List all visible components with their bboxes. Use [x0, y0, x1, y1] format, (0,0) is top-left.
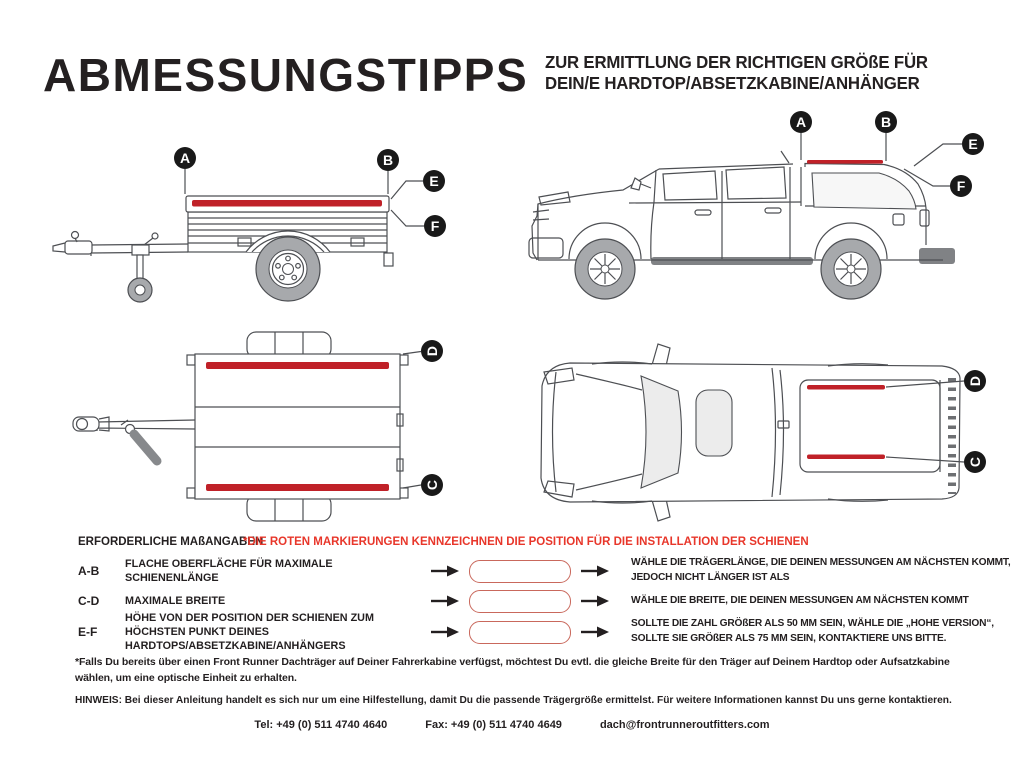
measurement-id: E-F — [78, 625, 98, 639]
svg-text:E: E — [968, 136, 978, 152]
rail-marking-trailer-side — [192, 200, 382, 207]
measurement-value-field-ef[interactable] — [469, 621, 571, 644]
arrow-right-icon — [431, 595, 459, 607]
width-match-footnote: *Falls Du bereits über einen Front Runner Dachträger auf Deiner Fahrerkabine verfügst, möchtest Du evtl. die gleiche Breite für den Träger auf Deinem Hardtop oder Aufsatzkabine wählen, um eine optische Einheit zu erhalten. — [75, 656, 950, 685]
marker-d-badge — [421, 340, 443, 362]
measurement-id: C-D — [78, 594, 100, 608]
arrow-right-icon — [431, 565, 459, 577]
required-measurements-heading: ERFORDERLICHE MAßANGABEN — [78, 536, 264, 548]
marker-d-badge — [964, 370, 986, 392]
svg-text:E: E — [429, 173, 439, 189]
arrow-right-icon — [431, 626, 459, 638]
svg-text:F: F — [430, 218, 440, 234]
marker-f-badge — [424, 215, 446, 237]
marker-c-badge — [964, 451, 986, 473]
svg-text:A: A — [179, 150, 191, 166]
contact-bar — [0, 719, 1024, 731]
arrow-right-icon — [581, 565, 609, 577]
subtitle-line-2: DEIN/E HARDTOP/ABSETZKABINE/ANHÄNGER — [545, 73, 920, 93]
svg-text:B: B — [880, 114, 892, 130]
arrow-right-icon — [581, 626, 609, 638]
marker-e-badge — [962, 133, 984, 155]
measurement-description: FLACHE OBERFLÄCHE FÜR MAXIMALE SCHIENENLÄNGE — [125, 557, 333, 584]
rail-marking-truck-top-c — [807, 455, 885, 460]
marker-f-badge — [950, 175, 972, 197]
rail-marking-trailer-top-d — [206, 362, 389, 369]
svg-text:D: D — [424, 345, 440, 357]
phone-number: Tel: +49 (0) 511 4740 4640 — [254, 719, 388, 731]
marker-c-badge — [421, 474, 443, 496]
trailer-side-view-drawing — [35, 122, 455, 317]
measurement-row-ef — [78, 613, 1016, 651]
svg-text:D: D — [967, 375, 983, 387]
page-subtitle — [545, 52, 928, 94]
hint-note: HINWEIS: Bei dieser Anleitung handelt es sich nur um eine Hilfestellung, damit Du die passende Trägergröße ermittelst. Für weitere Informationen kannst Du uns gerne kontaktieren. — [75, 694, 952, 706]
measurement-description: MAXIMALE BREITE — [125, 594, 226, 607]
svg-text:F: F — [956, 178, 966, 194]
measurement-result: SOLLTE DIE ZAHL GRÖßER ALS 50 MM SEIN, WÄHLE DIE „HOHE VERSION“, SOLLTE SIE GRÖßER ALS 75 MM SEIN, KONTAKTIERE UNS BITTE. — [631, 618, 994, 644]
marker-a-badge — [174, 147, 196, 169]
svg-text:A: A — [795, 114, 807, 130]
marker-b-badge — [875, 111, 897, 133]
measurement-result: WÄHLE DIE BREITE, DIE DEINEN MESSUNGEN AM NÄCHSTEN KOMMT — [631, 594, 969, 606]
rail-marking-truck-top-d — [807, 385, 885, 390]
svg-text:C: C — [967, 456, 983, 468]
measurement-row-ab — [78, 556, 1016, 586]
measurement-result: WÄHLE DIE TRÄGERLÄNGE, DIE DEINEN MESSUNGEN AM NÄCHSTEN KOMMT, JEDOCH NICHT LÄNGER IST ALS — [631, 557, 1011, 583]
rail-marking-trailer-top-c — [206, 484, 389, 491]
page-title: ABMESSUNGSTIPPS — [43, 49, 529, 101]
measurement-description: HÖHE VON DER POSITION DER SCHIENEN ZUM HÖCHSTEN PUNKT DEINES HARDTOPS/ABSETZKABINE/ANHÄNGERS — [125, 611, 374, 653]
measurement-value-field-cd[interactable] — [469, 590, 571, 613]
truck-top-view-drawing — [528, 332, 1010, 532]
truck-side-view-drawing — [523, 110, 1010, 310]
marker-b-badge — [377, 149, 399, 171]
red-markings-legend: *DIE ROTEN MARKIERUNGEN KENNZEICHNEN DIE POSITION FÜR DIE INSTALLATION DER SCHIENEN — [243, 536, 809, 548]
measurement-id: A-B — [78, 564, 100, 578]
svg-text:C: C — [424, 479, 440, 491]
svg-text:B: B — [382, 152, 394, 168]
rail-marking-truck-side — [807, 160, 883, 164]
subtitle-line-1: ZUR ERMITTLUNG DER RICHTIGEN GRÖßE FÜR — [545, 52, 928, 72]
arrow-right-icon — [581, 595, 609, 607]
email-address: dach@frontrunneroutfitters.com — [599, 719, 770, 731]
fax-number: Fax: +49 (0) 511 4740 4649 — [425, 719, 562, 731]
trailer-top-view-drawing — [35, 328, 455, 528]
marker-a-badge — [790, 111, 812, 133]
marker-e-badge — [423, 170, 445, 192]
measurement-value-field-ab[interactable] — [469, 560, 571, 583]
